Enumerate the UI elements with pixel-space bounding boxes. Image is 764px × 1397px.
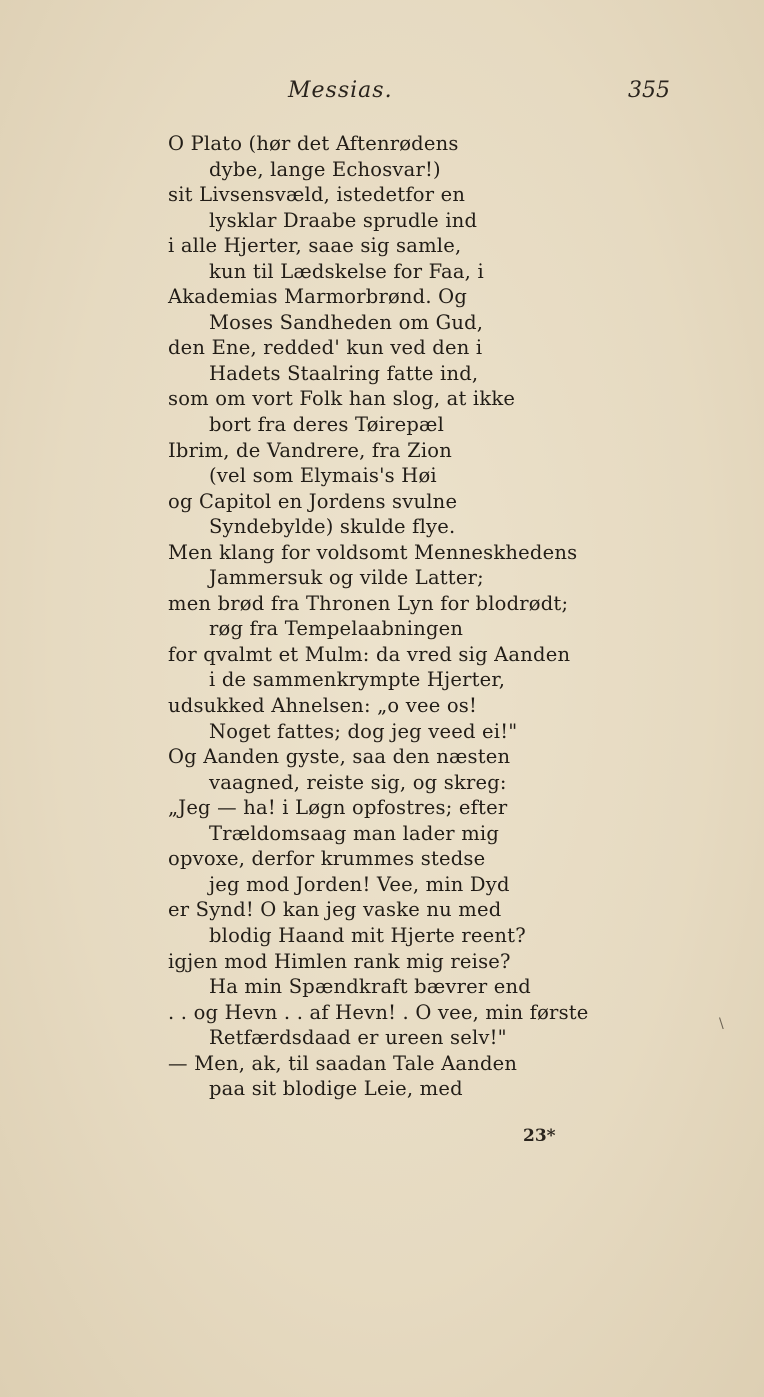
poem-line: i alle Hjerter, saae sig samle, <box>168 234 462 258</box>
poem-line: Trældomsaag man lader mig <box>209 821 500 845</box>
poem-line: Hadets Staalring fatte ind, <box>209 361 479 385</box>
poem-line: sit Livsensvæld, istedetfor en <box>168 183 466 207</box>
margin-mark: \ <box>719 1016 724 1032</box>
poem-line: — Men, ak, til saadan Tale Aanden <box>168 1051 518 1075</box>
poem-line: kun til Lædskelse for Faa, i <box>209 259 484 283</box>
poem-line: Syndebylde) skulde flye. <box>209 515 456 539</box>
poem-line: igjen mod Himlen rank mig reise? <box>168 949 511 973</box>
poem-line: røg fra Tempelaabningen <box>209 617 464 641</box>
poem-line: „Jeg — ha! i Løgn opfostres; efter <box>168 796 508 820</box>
page-number: 355 <box>628 78 670 103</box>
poem-line: jeg mod Jorden! Vee, min Dyd <box>209 872 510 896</box>
poem-line: Jammersuk og vilde Latter; <box>209 566 484 590</box>
poem-line: vaagned, reiste sig, og skreg: <box>209 770 507 794</box>
signature-mark: 23* <box>523 1126 556 1146</box>
poem-line: (vel som Elymais's Høi <box>209 464 437 488</box>
poem-line: Moses Sandheden om Gud, <box>209 310 484 334</box>
poem-line: paa sit blodige Leie, med <box>209 1077 463 1101</box>
poem-line: som om vort Folk han slog, at ikke <box>168 387 516 411</box>
poem-line: lysklar Draabe sprudle ind <box>209 208 478 232</box>
poem-line: Retfærdsdaad er ureen selv!" <box>209 1026 507 1050</box>
poem-line: udsukked Ahnelsen: „o vee os! <box>168 694 478 718</box>
poem-line: men brød fra Thronen Lyn for blodrødt; <box>168 591 569 615</box>
poem-line: opvoxe, derfor krummes stedse <box>168 847 486 871</box>
poem-line: Ha min Spændkraft bævrer end <box>209 975 531 999</box>
poem-line: Men klang for voldsomt Menneskhedens <box>168 540 578 564</box>
poem-line: bort fra deres Tøirepæl <box>209 413 445 437</box>
poem-line: Og Aanden gyste, saa den næsten <box>168 745 511 769</box>
poem-line: . . og Hevn . . af Hevn! . O vee, min første <box>168 1000 589 1024</box>
poem-line: O Plato (hør det Aftenrødens <box>168 132 459 155</box>
poem-line: for qvalmt et Mulm: da vred sig Aanden <box>168 642 571 666</box>
poem-line: dybe, lange Echosvar!) <box>209 157 441 181</box>
poem-line: i de sammenkrympte Hjerter, <box>209 668 506 692</box>
poem-line: den Ene, redded' kun ved den i <box>168 336 483 360</box>
poem-line: er Synd! O kan jeg vaske nu med <box>168 898 502 922</box>
poem-line: og Capitol en Jordens svulne <box>168 489 458 513</box>
poem-line: Ibrim, de Vandrere, fra Zion <box>168 438 452 462</box>
poem-line: Akademias Marmorbrønd. Og <box>168 285 468 309</box>
poem-line: blodig Haand mit Hjerte reent? <box>209 923 526 947</box>
running-title: Messias. <box>288 78 393 103</box>
poem-line: Noget fattes; dog jeg veed ei!" <box>209 719 518 743</box>
poem-text <box>168 131 648 1102</box>
